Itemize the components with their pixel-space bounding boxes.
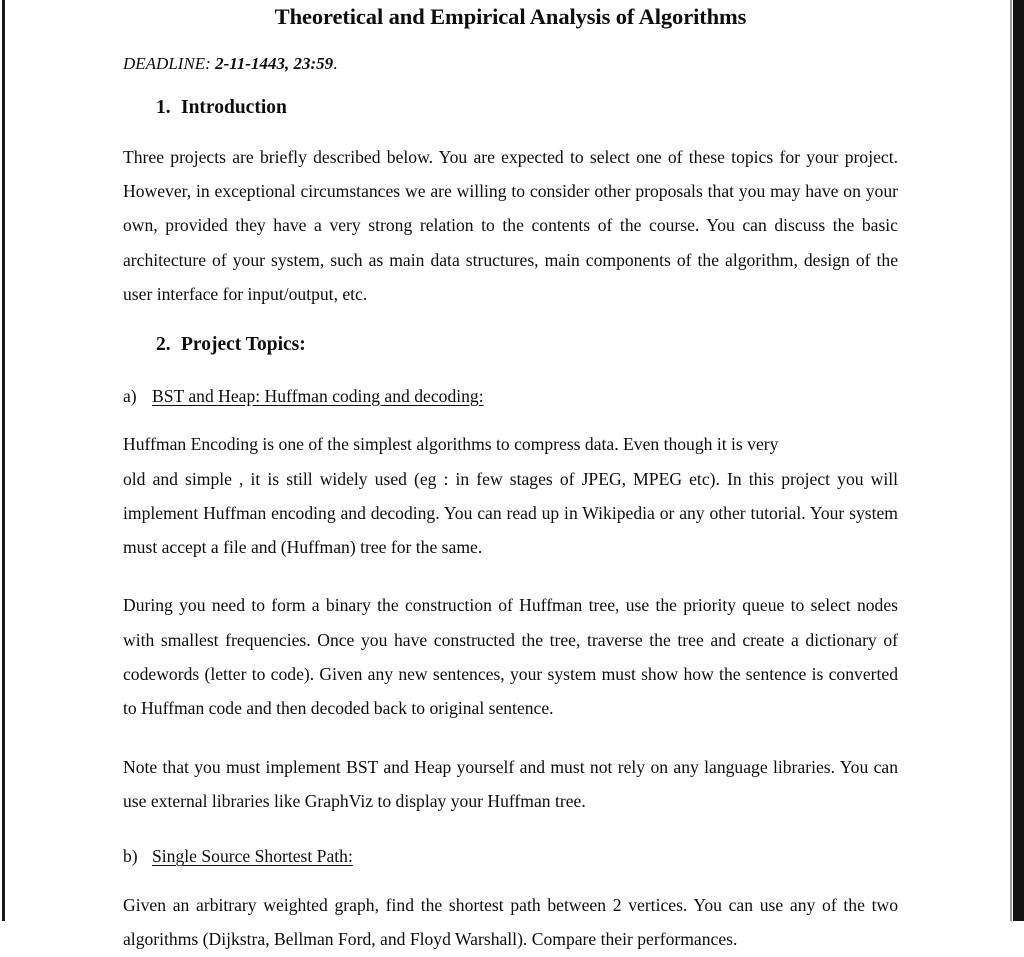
section-number: 1. [156,97,171,119]
page-right-edge-highlight [1010,0,1012,921]
page-left-edge [2,0,5,921]
deadline-label: DEADLINE: [123,54,211,74]
deadline-period: . [333,54,338,74]
topic-marker: b) [123,846,138,867]
paragraph-huffman-construction: During you need to form a binary the construction of Huffman tree, use the priority queue to select nodes with smallest frequencies. Once you have constructed the tree, traverse the tree and create a dictionary of codewords (letter to code). Given any new sentences, your system must show how the sentence is converted to Huffman code and then decoded back to original sentence. [123,595,898,719]
topic-title: Single Source Shortest Path: [152,846,353,867]
topic-marker: a) [123,385,137,406]
page-right-edge [1013,0,1024,921]
document-body [123,0,898,957]
topic-title: BST and Heap: Huffman coding and decoding: [152,385,484,406]
paragraph-introduction: Three projects are briefly described below. You are expected to select one of these topics for your project. However, in exceptional circumstances we are willing to consider other proposals that you may have on your own, provided they have a very strong relation to the contents of the course. You can discuss the basic architecture of your system, such as main data structures, main components of the algorithm, design of the user interface for input/output, etc. [123,146,898,304]
page-title: Theoretical and Empirical Analysis of Algorithms [274,4,747,29]
paragraph-huffman-intro-line1: Huffman Encoding is one of the simplest algorithms to compress data. Even though it is very [123,434,779,455]
section-title: Introduction [181,97,287,119]
paragraph-huffman-note: Note that you must implement BST and Heap yourself and must not rely on any language libraries. You can use external libraries like GraphViz to display your Huffman tree. [123,756,898,811]
section-title: Project Topics: [181,334,306,356]
section-heading-project-topics [123,311,898,357]
topic-item-b [123,818,898,869]
paragraph-shortest-path: Given an arbitrary weighted graph, find the shortest path between 2 vertices. You can use any of the two algorithms (Dijkstra, Bellman Ford, and Floyd Warshall). Compare their performances. [123,895,898,950]
deadline-line [123,31,898,74]
deadline-value: 2-11-1443, 23:59 [210,54,334,74]
paragraph-huffman-intro-rest: old and simple , it is still widely used (eg : in few stages of JPEG, MPEG etc). In this project you will implement Huffman encoding and decoding. You can read up in Wikipedia or any other tutorial. Your system must accept a file and (Huffman) tree for the same. [123,468,898,558]
section-number: 2. [156,334,171,356]
topic-item-a [123,358,898,409]
section-heading-introduction [123,74,898,120]
